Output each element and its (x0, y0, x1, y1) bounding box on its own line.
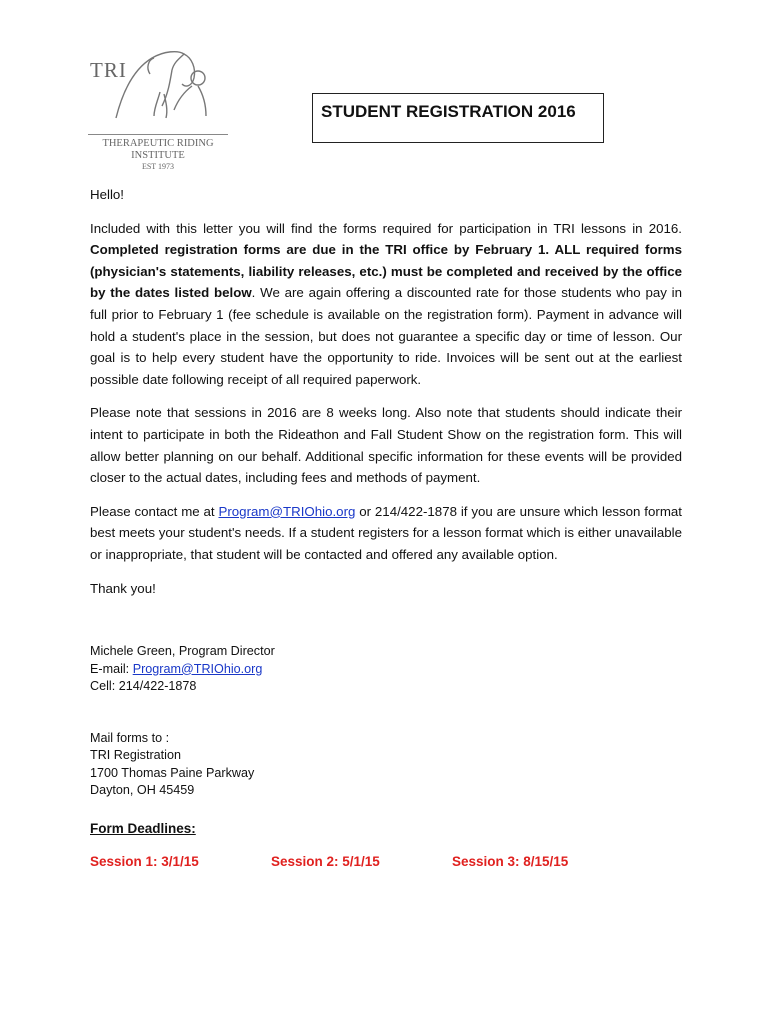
tri-logo (88, 44, 228, 171)
logo-short: TRI (90, 58, 127, 82)
contact-email-link[interactable]: Program@TRIOhio.org (218, 503, 356, 519)
mail-label: Mail forms to : (90, 730, 170, 745)
title-box (312, 93, 604, 143)
session-deadlines (90, 851, 682, 873)
logo-name-line1: THERAPEUTIC RIDING (102, 138, 214, 149)
logo-name-line2: INSTITUTE (131, 150, 185, 161)
mail-line2: 1700 Thomas Paine Parkway (90, 765, 255, 780)
paragraph-1 (90, 218, 682, 391)
paragraph-1-intro: Included with this letter you will find the forms required for participation in TRI lessons in 2016. (90, 220, 682, 236)
session-1-deadline: Session 1: 3/1/15 (90, 854, 199, 870)
deadlines-heading: Form Deadlines: (90, 820, 196, 836)
logo-name (88, 134, 228, 162)
signature-block (90, 643, 682, 696)
session-2-deadline: Session 2: 5/1/15 (271, 854, 380, 870)
paragraph-3-after: or 214/422-1878 if you are unsure which lesson format best meets your student's needs. If a student registers for a lesson format which is either unavailable or inappropriate, that student will be contacted and offered any available option. (90, 503, 682, 562)
signature-cell: Cell: 214/422-1878 (90, 679, 197, 694)
paragraph-1-bold: Completed registration forms are due in the TRI office by February 1. ALL required forms (physician's statements, liability releases, etc.) must be completed and received by the office by the dates listed below (90, 242, 682, 301)
signature-name: Michele Green, Program Director (90, 644, 275, 659)
logo-est: EST 1973 (141, 162, 175, 171)
letter-body (90, 184, 682, 873)
paragraph-3-before: Please contact me at (90, 503, 219, 519)
paragraph-2: Please note that sessions in 2016 are 8 weeks long. Also note that students should indicate their intent to participate in both the Rideathon and Fall Student Show on the registration form. This will allow better planning on our behalf. Additional specific information for these events will be provided closer to the actual dates, including fees and methods of payment. (90, 405, 682, 486)
mail-line1: TRI Registration (90, 748, 181, 763)
signature-email-label: E-mail: (90, 661, 133, 676)
session-3-deadline: Session 3: 8/15/15 (452, 854, 569, 870)
mail-block (90, 730, 682, 800)
mail-line3: Dayton, OH 45459 (90, 783, 195, 798)
signature-email-line (90, 661, 682, 679)
greeting: Hello! (90, 187, 124, 202)
thanks: Thank you! (90, 580, 156, 596)
paragraph-1-rest: . We are again offering a discounted rate for those students who pay in full prior to February 1 (fee schedule is available on the registration form). Payment in advance will hold a student's place in the session, but does not guarantee a specific day or time of lesson. Our goal is to help every student have the opportunity to ride. Invoices will be sent out at the earliest possible date following receipt of all required paperwork. (90, 285, 682, 387)
page-title: STUDENT REGISTRATION 2016 (321, 102, 576, 121)
signature-email-link[interactable]: Program@TRIOhio.org (132, 661, 263, 676)
paragraph-3 (90, 501, 682, 566)
